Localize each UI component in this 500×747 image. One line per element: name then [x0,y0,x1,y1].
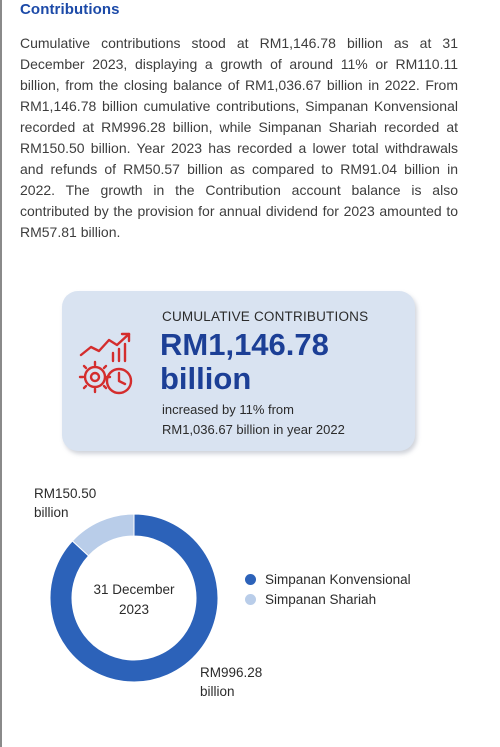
legend-item-konvensional [245,569,411,589]
section-title: Contributions [20,1,120,18]
konvensional-slice-label [200,663,262,701]
konvensional-slice-value: RM996.28 [200,665,263,680]
page-edge-rule [0,0,2,747]
donut-center-line-2: 2023 [118,602,150,617]
chart-legend [245,569,411,609]
shariah-slice-unit: billion [34,505,69,520]
highlight-note-line-2: RM1,036.67 billion in year 2022 [162,422,345,437]
shariah-slice-label [34,484,96,522]
legend-label-shariah: Simpanan Shariah [265,591,377,607]
growth-gears-clock-icon [77,331,145,399]
highlight-note-line-1: increased by 11% from [162,402,294,417]
donut-center-label [82,580,186,620]
legend-swatch-shariah [245,594,256,605]
highlight-note [162,400,345,440]
legend-swatch-konvensional [245,574,256,585]
highlight-amount: RM1,146.78 [160,327,329,362]
konvensional-slice-unit: billion [200,684,235,699]
legend-label-konvensional: Simpanan Konvensional [265,571,411,587]
highlight-unit: billion [160,361,252,396]
body-paragraph: Cumulative contributions stood at RM1,146.78 billion as at 31 December 2023, displaying a growth of around 11% or RM110.11 billion, from the closing balance of RM1,036.67 billion in 2022. From RM1,146.78 billion cumulative contributions, Simpanan Konvensional recorded at RM996.28 billion, while Simpanan Shariah recorded at RM150.50 billion. Year 2023 has recorded a lower total withdrawals and refunds of RM50.57 billion as compared to RM91.04 billion in 2022. The growth in the Contribution account balance is also contributed by the provision for annual dividend for 2023 amounted to RM57.81 billion. [20,35,458,240]
highlight-label: CUMULATIVE CONTRIBUTIONS [162,309,369,324]
highlight-card [62,291,415,451]
legend-item-shariah [245,589,411,609]
donut-center-line-1: 31 December [93,582,175,597]
shariah-slice-value: RM150.50 [34,486,97,501]
